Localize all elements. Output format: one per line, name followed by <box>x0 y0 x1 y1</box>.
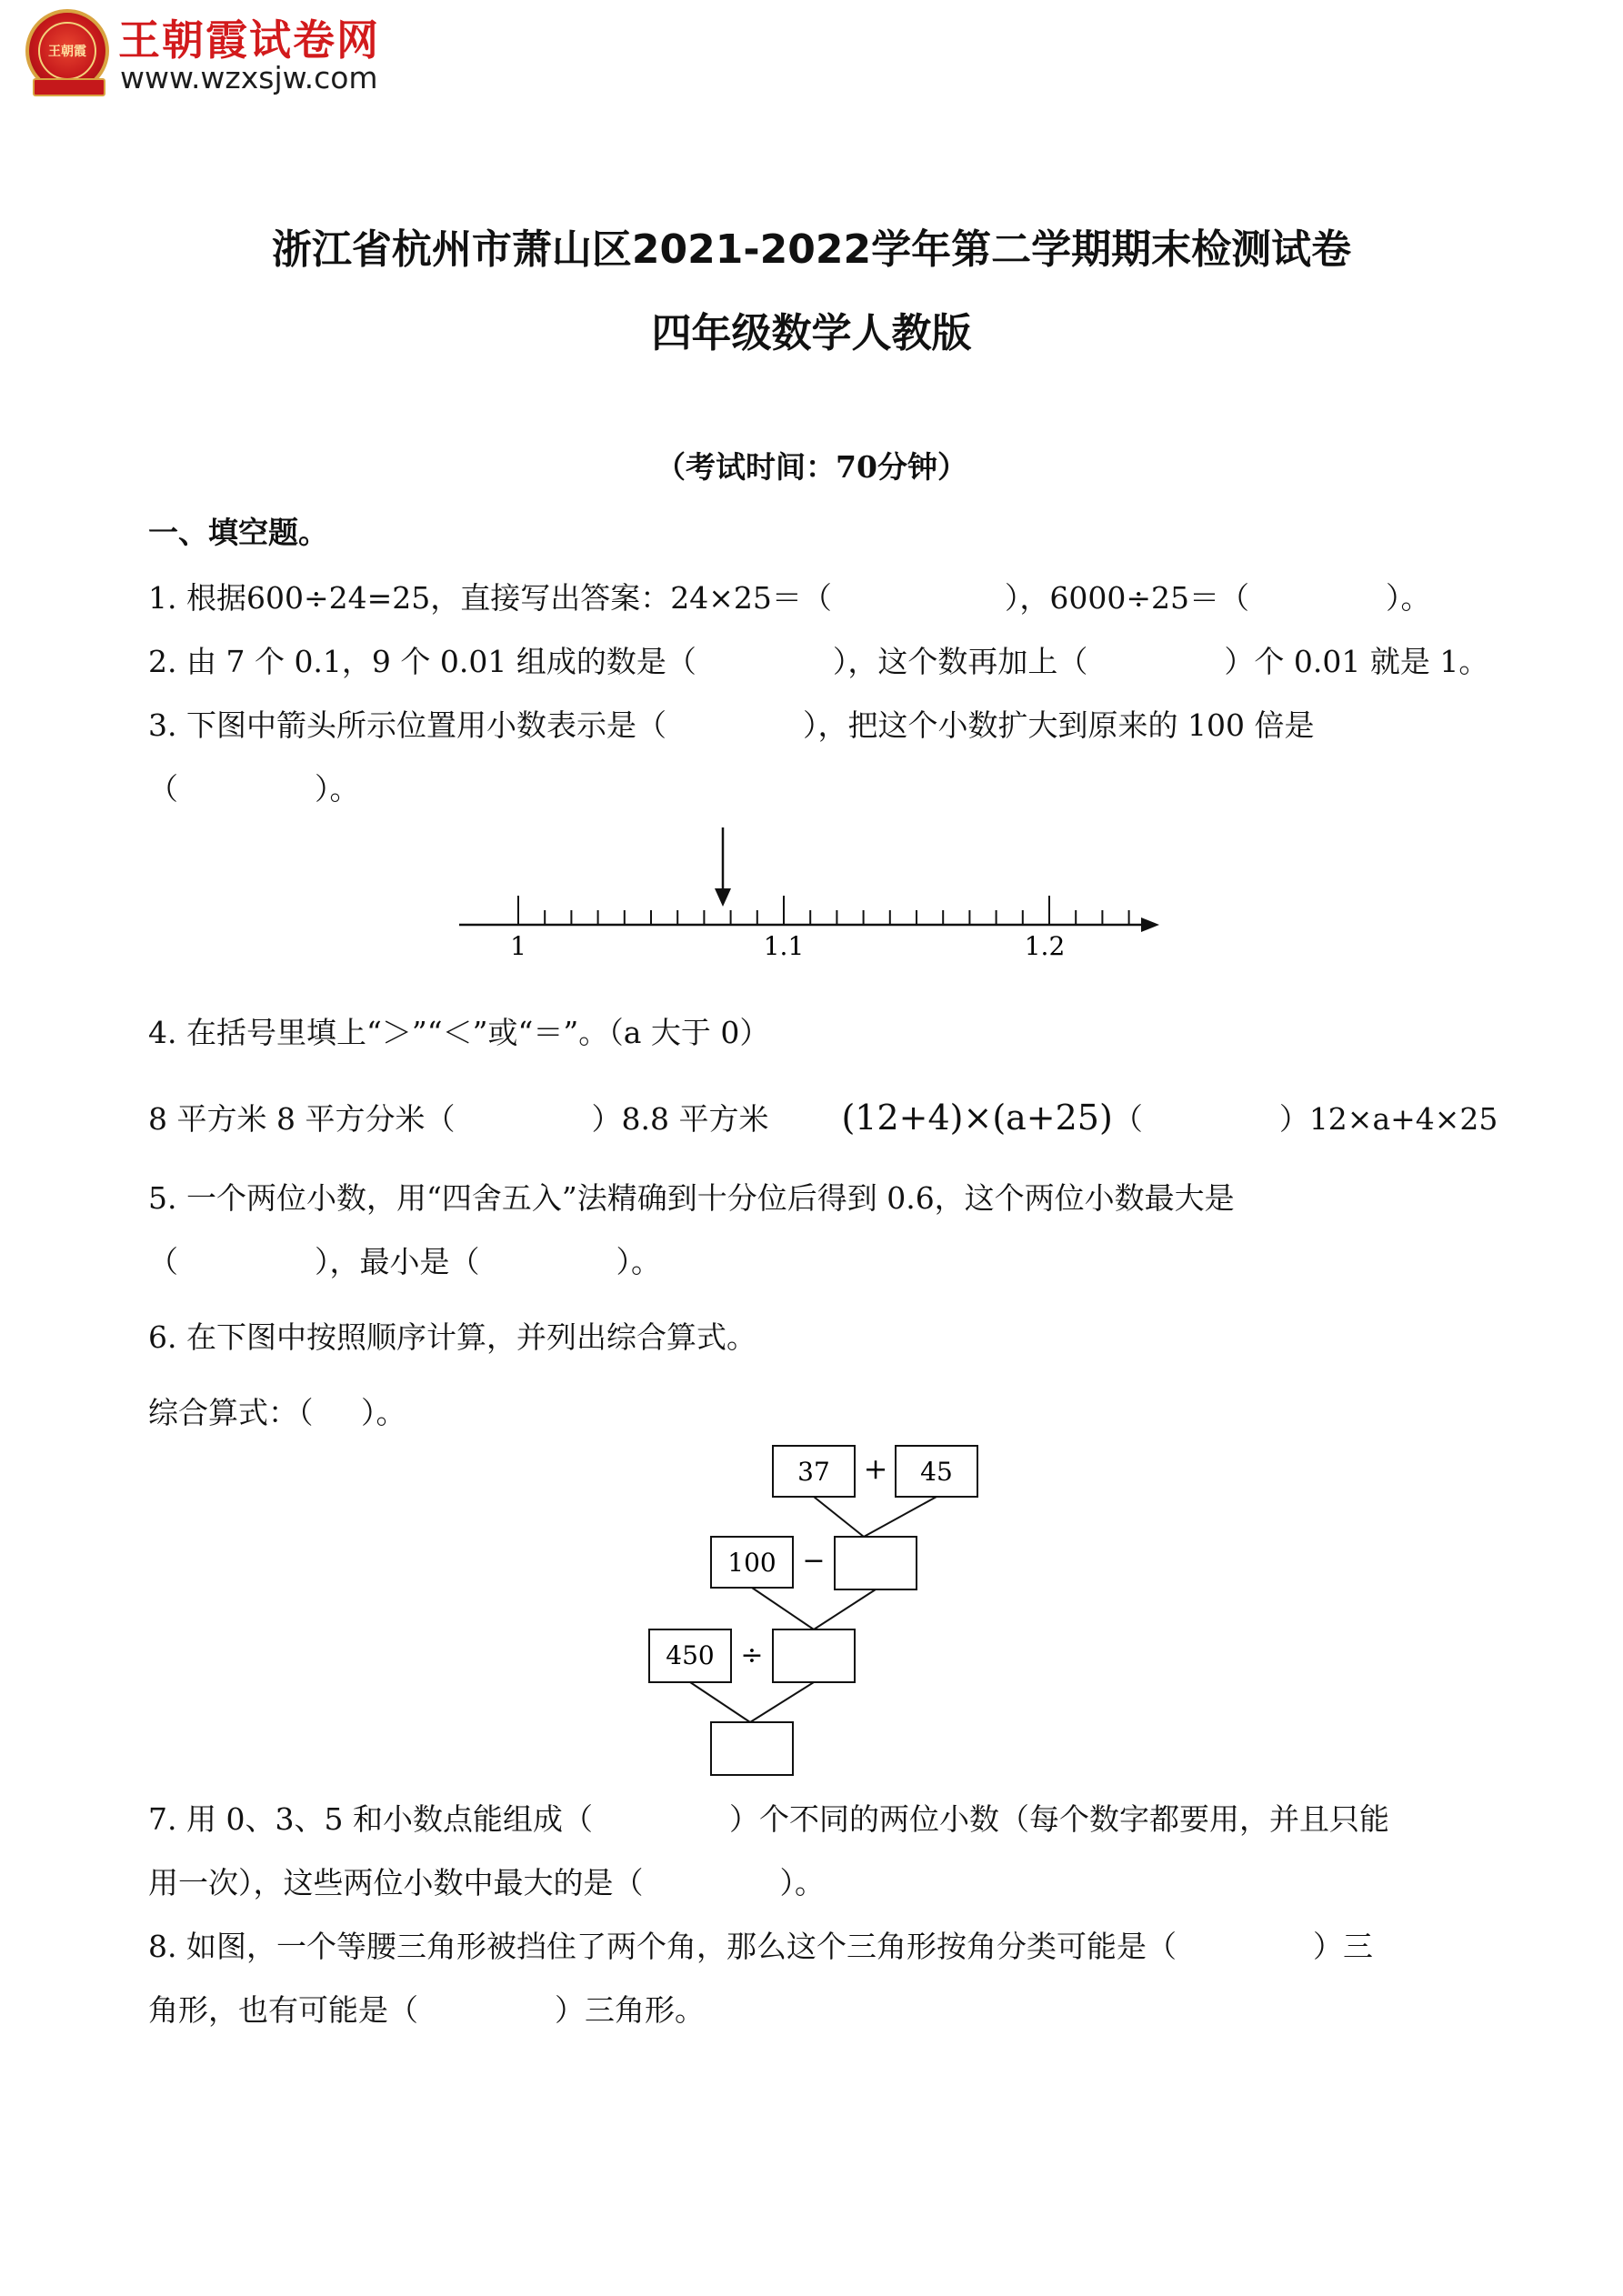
q4-left-b: ）8.8 平方米 <box>591 1101 769 1137</box>
box-value: 450 <box>666 1640 715 1670</box>
q7-text-a: 7. 用 0、3、5 和小数点能组成（ <box>148 1801 593 1837</box>
number-line-label: 1.2 <box>1024 931 1066 961</box>
q7-text-b: ）个不同的两位小数（每个数字都要用，并且只能 <box>728 1801 1389 1837</box>
connector <box>750 1682 814 1722</box>
q4-left-a: 8 平方米 8 平方分米（ <box>148 1101 456 1137</box>
q5-text-a: （ <box>148 1244 178 1279</box>
exam-title: 浙江省杭州市萧山区2021-2022学年第二学期期末检测试卷 <box>271 226 1352 273</box>
logo-ribbon <box>33 78 105 96</box>
divide-operator: ÷ <box>740 1639 764 1671</box>
question-8-line2 <box>148 1987 705 2030</box>
question-7-line2 <box>148 1860 825 1902</box>
q4-expression-1: (12+4)×(a+25) <box>841 1098 1113 1138</box>
box-value: 45 <box>920 1457 953 1487</box>
q8-text-a: 8. 如图，一个等腰三角形被挡住了两个角，那么这个三角形按角分类可能是（ <box>148 1929 1177 1964</box>
question-4-compare <box>148 1096 1498 1138</box>
q3-text-a: 3. 下图中箭头所示位置用小数表示是（ <box>148 707 666 743</box>
q1-text-d: ）。 <box>1386 580 1431 616</box>
logo-seal-text <box>38 22 96 80</box>
connector <box>864 1497 937 1537</box>
question-2 <box>148 638 1488 681</box>
question-1 <box>148 575 1431 617</box>
pointer-arrow-head <box>715 888 731 907</box>
question-8 <box>148 1923 1373 1966</box>
question-3-line2 <box>148 766 360 808</box>
q8-text-c: 角形，也有可能是（ <box>148 1992 418 2028</box>
question-5: 5. 一个两位小数，用“四舍五入”法精确到十分位后得到 0.6，这个两位小数最大是 <box>148 1180 1235 1216</box>
number-line-ticks <box>518 896 1129 925</box>
box-final-result[interactable] <box>711 1722 793 1775</box>
question-6-formula: 综合算式：（ ）。 <box>148 1395 406 1430</box>
question-6: 6. 在下图中按照顺序计算，并列出综合算式。 <box>148 1319 756 1355</box>
exam-time: （考试时间：70分钟） <box>656 449 967 485</box>
question-4: 4. 在括号里填上“＞”“＜”或“＝”。（a 大于 0） <box>148 1015 770 1050</box>
box-value: 100 <box>727 1548 776 1578</box>
q5-text-b: ），最小是（ <box>315 1244 480 1279</box>
calculation-flow-diagram <box>636 1437 1000 1782</box>
q1-text-b: ，直接写出答案：24×25＝（ <box>430 580 832 616</box>
box-value: 37 <box>797 1457 830 1487</box>
q1-text-c: ），6000÷25＝（ <box>1004 580 1250 616</box>
section-heading: 一、填空题。 <box>148 515 328 550</box>
q5-text-c: ）。 <box>616 1244 661 1279</box>
q3-text-d: ）。 <box>315 771 360 807</box>
q3-text-c: （ <box>148 771 178 807</box>
number-line-label: 1.1 <box>763 931 805 961</box>
q4-paren-open: （ <box>1112 1101 1143 1137</box>
connector <box>814 1497 864 1537</box>
minus-operator: − <box>802 1545 826 1577</box>
box-result-2[interactable] <box>773 1629 855 1682</box>
q4-paren-close: ） <box>1278 1101 1309 1137</box>
axis-arrowhead <box>1141 917 1159 932</box>
question-7 <box>148 1796 1389 1839</box>
q1-text-a: 1. 根据 <box>148 580 246 616</box>
connector <box>752 1588 814 1629</box>
q2-text-b: ），这个数再加上（ <box>832 644 1088 679</box>
question-5-line2 <box>148 1238 661 1281</box>
q7-text-c: 用一次），这些两位小数中最大的是（ <box>148 1865 644 1900</box>
q8-text-b: ）三 <box>1312 1929 1373 1964</box>
plus-operator: + <box>863 1451 888 1486</box>
number-line-label: 1 <box>510 931 526 961</box>
logo-text: 王朝霞 <box>48 45 86 59</box>
brand-name: 王朝霞试卷网 <box>118 15 380 65</box>
q8-text-d: ）三角形。 <box>555 1992 705 2028</box>
connector <box>814 1589 876 1629</box>
brand-url: www.wzxsjw.com <box>120 60 378 95</box>
q3-text-b: ），把这个小数扩大到原来的 100 倍是 <box>802 707 1315 743</box>
q7-text-d: ）。 <box>779 1865 825 1900</box>
q1-given: 600÷24=25 <box>245 580 431 616</box>
connector <box>690 1682 750 1722</box>
number-line-figure <box>455 823 1164 968</box>
exam-subtitle: 四年级数学人教版 <box>651 310 972 356</box>
box-result-1[interactable] <box>835 1537 917 1589</box>
q2-text-a: 2. 由 7 个 0.1，9 个 0.01 组成的数是（ <box>148 644 696 679</box>
q4-expression-2: 12×a+4×25 <box>1308 1101 1498 1137</box>
question-3 <box>148 702 1314 745</box>
q2-text-c: ）个 0.01 就是 1。 <box>1224 644 1489 679</box>
